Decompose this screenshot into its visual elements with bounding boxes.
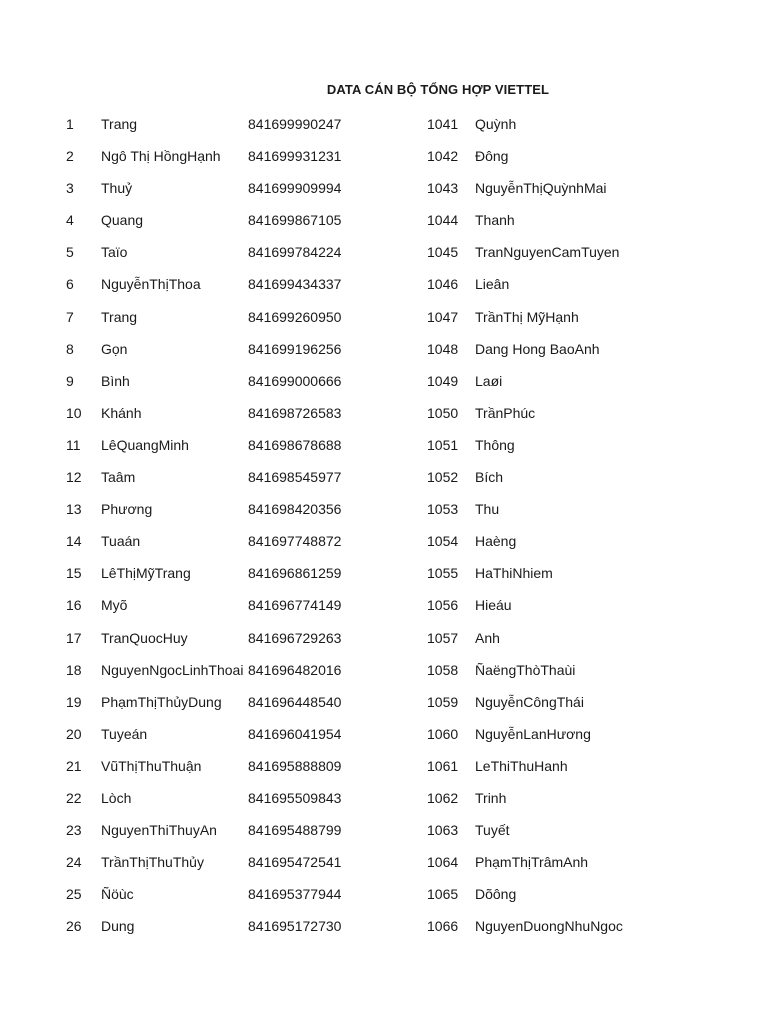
row-number-left: 3 xyxy=(66,180,74,197)
row-number-right: 1047 xyxy=(427,308,459,325)
row-name-left: Bình xyxy=(101,372,130,389)
row-number-right: 1051 xyxy=(427,436,459,453)
row-name-right: Thanh xyxy=(475,212,515,229)
row-number-right: 1054 xyxy=(427,533,459,550)
row-number-left: 19 xyxy=(66,693,82,710)
row-number-right: 1062 xyxy=(427,789,459,806)
row-number-left: 21 xyxy=(66,757,82,774)
row-number-left: 16 xyxy=(66,597,82,614)
row-name-left: VũThịThuThuận xyxy=(101,757,202,774)
row-number-left: 5 xyxy=(66,244,74,261)
row-name-left: Myõ xyxy=(101,597,128,614)
row-number-left: 6 xyxy=(66,276,74,293)
row-number-right: 1057 xyxy=(427,629,459,646)
row-name-right: Bích xyxy=(475,469,504,486)
row-name-left: Ñöùc xyxy=(101,886,134,903)
table-row xyxy=(0,782,768,814)
row-number-right: 1049 xyxy=(427,372,459,389)
row-name-right: ÑaëngThòThaùi xyxy=(475,661,576,678)
row-name-left: Taïo xyxy=(101,244,128,261)
row-number-right: 1058 xyxy=(427,661,459,678)
row-phone: 841699000666 xyxy=(248,372,342,389)
row-name-right: NguyenDuongNhuNgoc xyxy=(475,918,623,935)
row-number-right: 1064 xyxy=(427,854,459,871)
row-name-right: Lieân xyxy=(475,276,510,293)
row-name-left: Trang xyxy=(101,308,138,325)
row-number-right: 1056 xyxy=(427,597,459,614)
row-phone: 841695172730 xyxy=(248,918,342,935)
row-number-left: 20 xyxy=(66,725,82,742)
row-name-right: Dang Hong BaoAnh xyxy=(475,340,600,357)
table-row xyxy=(0,622,768,654)
row-name-left: Phương xyxy=(101,501,153,518)
row-phone: 841698545977 xyxy=(248,469,342,486)
row-name-left: NguyenThiThuyAn xyxy=(101,822,217,839)
table-row xyxy=(0,108,768,140)
table-row xyxy=(0,461,768,493)
row-number-left: 8 xyxy=(66,340,74,357)
row-number-left: 9 xyxy=(66,372,74,389)
row-number-left: 23 xyxy=(66,822,82,839)
table-row xyxy=(0,557,768,589)
table-row xyxy=(0,301,768,333)
row-phone: 841696041954 xyxy=(248,725,342,742)
row-name-right: TrầnPhúc xyxy=(475,404,536,421)
row-number-right: 1044 xyxy=(427,212,459,229)
row-number-right: 1053 xyxy=(427,501,459,518)
table-row xyxy=(0,814,768,846)
row-name-left: NguyenNgocLinhThoai xyxy=(101,661,244,678)
row-number-left: 26 xyxy=(66,918,82,935)
table-row xyxy=(0,429,768,461)
row-phone: 841695888809 xyxy=(248,757,342,774)
row-number-left: 24 xyxy=(66,854,82,871)
row-name-right: Hieáu xyxy=(475,597,512,614)
row-number-right: 1050 xyxy=(427,404,459,421)
table-row xyxy=(0,204,768,236)
table-row xyxy=(0,686,768,718)
row-number-right: 1052 xyxy=(427,469,459,486)
row-name-left: Khánh xyxy=(101,404,142,421)
row-name-left: TranQuocHuy xyxy=(101,629,188,646)
row-name-left: Gọn xyxy=(101,340,128,357)
table-row xyxy=(0,846,768,878)
row-number-left: 13 xyxy=(66,501,82,518)
row-name-left: Lòch xyxy=(101,789,132,806)
row-name-right: HaThiNhiem xyxy=(475,565,553,582)
page-title: DATA CÁN BỘ TỔNG HỢP VIETTEL xyxy=(326,82,550,97)
row-number-right: 1048 xyxy=(427,340,459,357)
row-number-right: 1060 xyxy=(427,725,459,742)
row-number-right: 1041 xyxy=(427,116,459,132)
row-phone: 841699784224 xyxy=(248,244,342,261)
row-phone: 841699260950 xyxy=(248,308,342,325)
row-name-right: Tuyết xyxy=(475,822,510,839)
table-row xyxy=(0,333,768,365)
row-name-right: Thông xyxy=(475,436,515,453)
row-name-right: Anh xyxy=(475,629,500,646)
row-name-left: NguyễnThịThoa xyxy=(101,276,201,293)
row-name-right: Quỳnh xyxy=(475,116,517,132)
row-number-right: 1042 xyxy=(427,148,459,165)
table-row xyxy=(0,236,768,268)
table-row xyxy=(0,718,768,750)
row-phone: 841698420356 xyxy=(248,501,342,518)
row-number-left: 14 xyxy=(66,533,82,550)
row-name-right: Đông xyxy=(475,148,509,165)
table-row xyxy=(0,750,768,782)
row-number-left: 22 xyxy=(66,789,82,806)
row-name-right: Trinh xyxy=(475,789,507,806)
row-phone: 841696482016 xyxy=(248,661,342,678)
row-number-right: 1061 xyxy=(427,757,459,774)
table-row xyxy=(0,525,768,557)
row-number-left: 11 xyxy=(66,436,81,453)
row-number-left: 18 xyxy=(66,661,82,678)
row-name-left: Taâm xyxy=(101,469,136,486)
row-phone: 841699931231 xyxy=(248,148,342,165)
row-number-right: 1043 xyxy=(427,180,459,197)
row-name-right: NguyễnLanHương xyxy=(475,725,591,742)
row-number-left: 12 xyxy=(66,469,82,486)
row-phone: 841695472541 xyxy=(248,854,342,871)
row-phone: 841699909994 xyxy=(248,180,342,197)
row-number-right: 1059 xyxy=(427,693,459,710)
row-number-left: 10 xyxy=(66,404,82,421)
row-name-left: PhạmThịThủyDung xyxy=(101,693,222,710)
row-phone: 841696448540 xyxy=(248,693,342,710)
row-name-right: Dõông xyxy=(475,886,517,903)
row-name-right: NguyễnThịQuỳnhMai xyxy=(475,180,607,197)
row-number-left: 25 xyxy=(66,886,82,903)
row-number-right: 1045 xyxy=(427,244,459,261)
row-number-right: 1055 xyxy=(427,565,459,582)
table-row xyxy=(0,172,768,204)
row-number-right: 1066 xyxy=(427,918,459,935)
row-phone: 841695488799 xyxy=(248,822,342,839)
row-name-left: Ngô Thị HồngHạnh xyxy=(101,148,221,165)
row-phone: 841696729263 xyxy=(248,629,342,646)
table-row xyxy=(0,878,768,910)
row-phone: 841698726583 xyxy=(248,404,342,421)
table-row xyxy=(0,654,768,686)
row-number-left: 4 xyxy=(66,212,74,229)
row-number-left: 1 xyxy=(66,116,74,132)
row-name-right: Haèng xyxy=(475,533,517,550)
row-name-right: Thu xyxy=(475,501,500,518)
row-name-right: NguyễnCôngThái xyxy=(475,693,584,710)
table-row xyxy=(0,589,768,621)
row-name-left: LêQuangMinh xyxy=(101,436,189,453)
row-phone: 841695509843 xyxy=(248,789,342,806)
row-phone: 841698678688 xyxy=(248,436,342,453)
row-number-left: 2 xyxy=(66,148,74,165)
row-phone: 841699990247 xyxy=(248,116,342,132)
row-phone: 841699434337 xyxy=(248,276,342,293)
table-row xyxy=(0,493,768,525)
table-row xyxy=(0,140,768,172)
table-row xyxy=(0,268,768,300)
row-name-left: Tuaán xyxy=(101,533,141,550)
row-name-right: TranNguyenCamTuyen xyxy=(475,244,620,261)
row-name-right: LeThiThuHanh xyxy=(475,757,568,774)
row-phone: 841697748872 xyxy=(248,533,342,550)
row-number-left: 17 xyxy=(66,629,82,646)
row-number-left: 7 xyxy=(66,308,74,325)
row-phone: 841696861259 xyxy=(248,565,342,582)
row-name-left: Quang xyxy=(101,212,144,229)
row-name-right: PhạmThịTrâmAnh xyxy=(475,854,589,871)
table-row xyxy=(0,910,768,942)
row-name-right: TrầnThị MỹHạnh xyxy=(475,308,579,325)
contact-list xyxy=(0,108,768,942)
table-row xyxy=(0,365,768,397)
row-name-left: Trang xyxy=(101,116,138,132)
row-name-left: Dung xyxy=(101,918,135,935)
row-name-left: Tuyeán xyxy=(101,725,148,742)
row-number-right: 1065 xyxy=(427,886,459,903)
row-name-left: LêThịMỹTrang xyxy=(101,565,191,582)
row-number-right: 1063 xyxy=(427,822,459,839)
row-number-left: 15 xyxy=(66,565,82,582)
row-name-left: Thuỷ xyxy=(101,180,133,197)
row-phone: 841699867105 xyxy=(248,212,342,229)
row-name-left: TrầnThịThuThủy xyxy=(101,854,204,871)
table-row xyxy=(0,397,768,429)
row-phone: 841699196256 xyxy=(248,340,342,357)
row-name-right: Laøi xyxy=(475,372,503,389)
row-phone: 841696774149 xyxy=(248,597,342,614)
row-number-right: 1046 xyxy=(427,276,459,293)
row-phone: 841695377944 xyxy=(248,886,342,903)
